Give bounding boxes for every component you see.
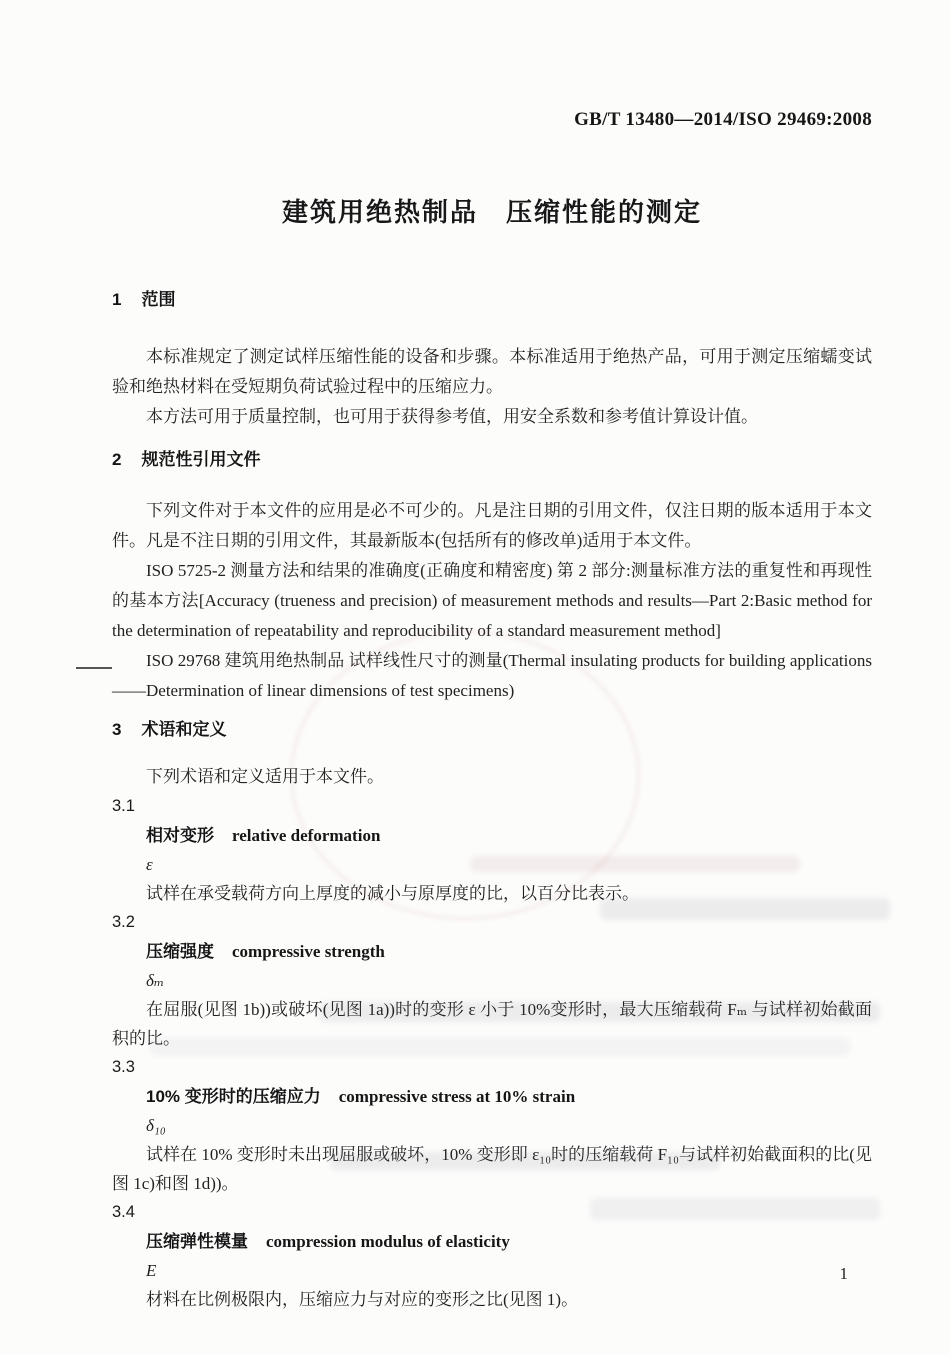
term-3-1: [112, 792, 872, 908]
term-name: [112, 1082, 872, 1111]
section-1-heading: [112, 288, 872, 312]
section-2-number: 2: [112, 450, 122, 469]
standard-number: GB/T 13480—2014/ISO 29469:2008: [574, 109, 872, 130]
term-number: 3.3: [112, 1058, 135, 1076]
page-number: 1: [839, 1264, 848, 1283]
term-number: 3.2: [112, 913, 135, 931]
document-title: 建筑用绝热制品 压缩性能的测定: [281, 197, 702, 227]
term-name-zh: 相对变形: [146, 826, 214, 845]
term-name-en: compressive stress at 10% strain: [338, 1087, 576, 1106]
term-name-zh: 压缩强度: [146, 942, 214, 961]
term-definition: 在屈服(见图 1b))或破坏(见图 1a))时的变形 ε 小于 10%变形时，最大压缩载荷 Fₘ 与试样初始截面积的比。: [112, 1000, 872, 1048]
term-symbol: E: [146, 1261, 157, 1280]
section-3-heading: [112, 718, 872, 742]
term-name-en: compressive strength: [232, 942, 385, 961]
section-1-title: 范围: [141, 290, 176, 309]
section-1-number: 1: [112, 290, 122, 309]
term-3-4: [112, 1198, 872, 1314]
references-intro: 下列文件对于本文件的应用是必不可少的。凡是注日期的引用文件，仅注日期的版本适用于本文件。凡是不注日期的引用文件，其最新版本(包括所有的修改单)适用于本文件。: [112, 501, 872, 550]
reference-iso-29768: ISO 29768 建筑用绝热制品 试样线性尺寸的测量(Thermal insulating products for building applications——Determination of linear dimensions of test specimens): [112, 651, 872, 700]
term-number: 3.1: [112, 797, 135, 815]
term-symbol: ε: [146, 855, 153, 874]
term-3-3: [112, 1053, 872, 1198]
term-name: [112, 821, 872, 850]
section-3-title: 术语和定义: [141, 720, 227, 739]
scope-paragraph-1: 本标准规定了测定试样压缩性能的设备和步骤。本标准适用于绝热产品，可用于测定压缩蠕变试验和绝热材料在受短期负荷试验过程中的压缩应力。: [112, 347, 872, 396]
section-2-title: 规范性引用文件: [141, 450, 261, 469]
term-name: [112, 937, 872, 966]
term-symbol: δₘ: [146, 971, 165, 990]
term-name-zh: 10% 变形时的压缩应力: [146, 1087, 321, 1106]
term-name-en: relative deformation: [232, 826, 381, 845]
term-3-2: [112, 908, 872, 1053]
term-definition: 材料在比例极限内，压缩应力与对应的变形之比(见图 1)。: [146, 1290, 579, 1309]
term-symbol: δ₁₀: [146, 1116, 166, 1135]
term-name-zh: 压缩弹性模量: [146, 1232, 248, 1251]
term-definition: 试样在 10% 变形时未出现屈服或破坏，10% 变形即 ε₁₀时的压缩载荷 F₁₀与试样初始截面积的比(见图 1c)和图 1d))。: [112, 1145, 872, 1193]
terms-intro: 下列术语和定义适用于本文件。: [146, 767, 384, 786]
section-2-heading: [112, 448, 872, 472]
scope-paragraph-2: 本方法可用于质量控制，也可用于获得参考值，用安全系数和参考值计算设计值。: [146, 407, 758, 426]
term-name-en: compression modulus of elasticity: [266, 1232, 510, 1251]
reference-iso-5725-2: ISO 5725-2 测量方法和结果的准确度(正确度和精密度) 第 2 部分:测量标准方法的重复性和再现性的基本方法[Accuracy (trueness and precision) of measurement methods and results—Part 2:Basic method for the determination of repeatability and reproducibility of a standard measurement method]: [112, 561, 872, 640]
term-name: [112, 1227, 872, 1256]
term-definition: 试样在承受载荷方向上厚度的减小与原厚度的比，以百分比表示。: [146, 884, 639, 903]
section-3-number: 3: [112, 720, 122, 739]
term-number: 3.4: [112, 1203, 135, 1221]
